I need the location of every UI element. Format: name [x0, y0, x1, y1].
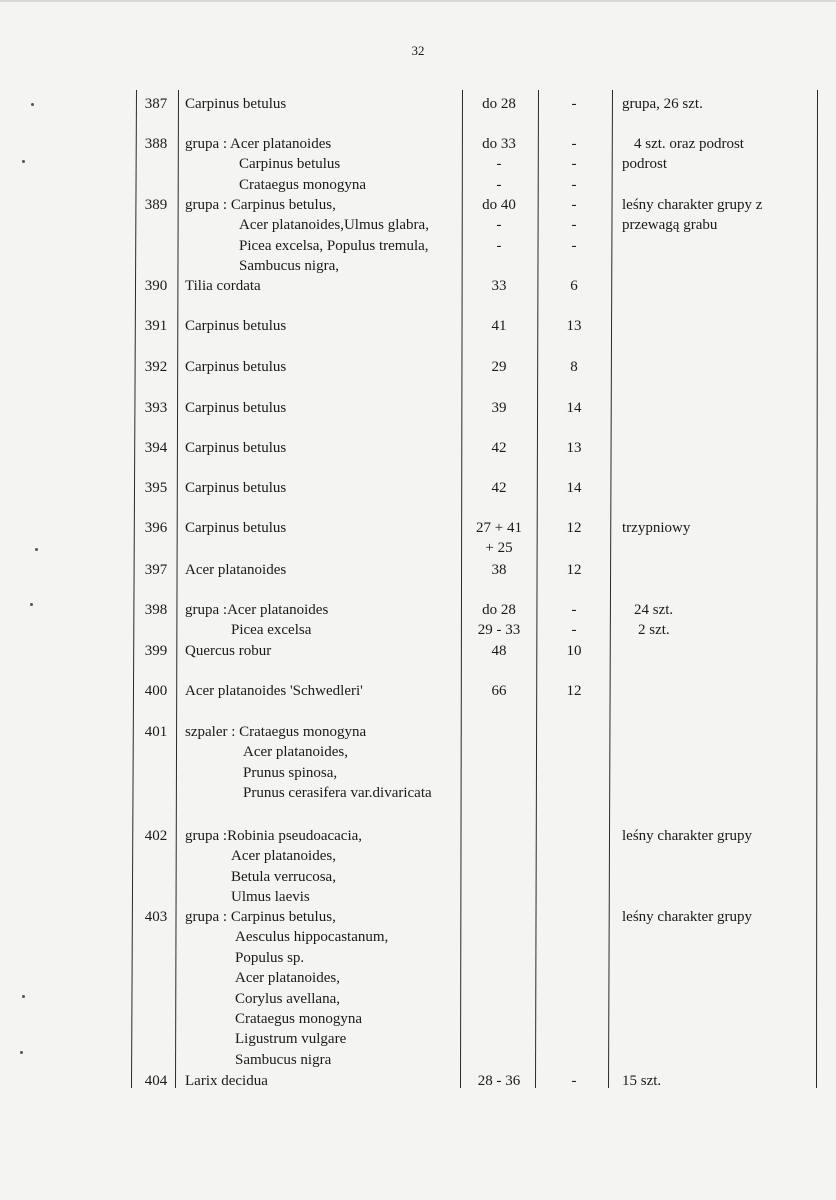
height-value: 13: [566, 440, 582, 456]
row-number: 387: [144, 96, 168, 112]
scan-speck: [22, 995, 25, 998]
row-number: 393: [144, 400, 168, 416]
species-name: Carpinus betulus: [185, 96, 287, 112]
height-value: 14: [566, 400, 582, 416]
notes-text: grupa, 26 szt.: [622, 96, 703, 112]
column-divider-species: [460, 90, 463, 1088]
row-number: 394: [144, 440, 168, 456]
circumference-value: -: [496, 156, 502, 173]
species-name: Picea excelsa: [231, 622, 312, 639]
row-number: 402: [144, 828, 168, 844]
species-name: Carpinus betulus: [185, 480, 287, 496]
height-value: 12: [566, 520, 582, 536]
notes-text: 24 szt.: [634, 602, 674, 618]
species-name: grupa : Carpinus betulus,: [185, 197, 336, 213]
species-name: Crataegus monogyna: [235, 1011, 363, 1027]
height-value: -: [571, 217, 577, 234]
circumference-value: 42: [491, 440, 507, 456]
notes-text: leśny charakter grupy: [622, 828, 752, 844]
species-name: Acer platanoides,: [235, 970, 340, 987]
row-number: 399: [144, 643, 168, 659]
notes-text: leśny charakter grupy: [622, 909, 752, 925]
species-name: szpaler : Crataegus monogyna: [185, 724, 367, 740]
species-name: Sambucus nigra: [235, 1051, 332, 1068]
left-border-line: [131, 90, 137, 1088]
row-number: 396: [144, 520, 168, 536]
height-value: -: [571, 197, 577, 213]
notes-text: trzypniowy: [622, 520, 691, 536]
species-name: Acer platanoides: [185, 562, 287, 578]
circumference-value: do 33: [482, 136, 516, 152]
species-name: Sambucus nigra,: [239, 258, 339, 275]
species-name: Populus sp.: [235, 949, 305, 966]
notes-text: 2 szt.: [638, 622, 670, 639]
circumference-value: -: [496, 237, 502, 254]
species-name: Carpinus betulus: [185, 359, 287, 375]
species-name: Carpinus betulus: [239, 156, 341, 173]
height-value: -: [571, 176, 577, 193]
height-value: -: [571, 1073, 577, 1089]
circumference-value: 42: [491, 480, 507, 496]
species-name: Prunus spinosa,: [243, 764, 338, 781]
species-name: Carpinus betulus: [185, 318, 287, 334]
species-name: Betula verrucosa,: [231, 868, 336, 885]
notes-text: leśny charakter grupy z: [622, 197, 763, 213]
species-name: Prunus cerasifera var.divaricata: [243, 785, 432, 802]
circumference-value: 41: [491, 318, 507, 334]
height-value: 14: [566, 480, 582, 496]
height-value: 10: [566, 643, 582, 659]
scan-speck: [31, 103, 34, 106]
right-border-line: [816, 90, 818, 1088]
species-name: Acer platanoides 'Schwedleri': [185, 683, 363, 699]
row-number: 400: [144, 683, 168, 699]
circumference-value: 66: [491, 683, 507, 699]
height-value: -: [571, 156, 577, 173]
scan-speck: [30, 603, 33, 606]
species-name: Acer platanoides,: [231, 848, 336, 865]
row-number: 403: [144, 909, 168, 925]
circumference-value: -: [496, 217, 502, 234]
row-number: 389: [144, 197, 168, 213]
column-divider-number: [175, 90, 179, 1088]
species-name: Carpinus betulus: [185, 520, 287, 536]
row-number: 391: [144, 318, 168, 334]
species-name: Ligustrum vulgare: [235, 1031, 347, 1048]
species-name: grupa :Robinia pseudoacacia,: [185, 828, 363, 844]
species-name: grupa : Acer platanoides: [185, 136, 332, 152]
row-number: 397: [144, 562, 168, 578]
circumference-value: 48: [491, 643, 507, 659]
circumference-value: 29: [491, 359, 507, 375]
species-name: Ulmus laevis: [231, 889, 310, 906]
species-name: Tilia cordata: [185, 278, 261, 294]
row-number: 398: [144, 602, 168, 618]
height-value: 12: [566, 562, 582, 578]
species-name: Carpinus betulus: [185, 440, 287, 456]
species-name: Larix decidua: [185, 1073, 268, 1089]
notes-text: 15 szt.: [622, 1073, 662, 1089]
circumference-value: -: [496, 176, 502, 193]
circumference-value: 33: [491, 278, 507, 294]
row-number: 404: [144, 1073, 168, 1089]
circumference-value: 29 - 33: [477, 622, 521, 639]
circumference-value: do 28: [482, 96, 516, 112]
scan-speck: [22, 160, 25, 163]
height-value: -: [571, 96, 577, 112]
circumference-value: + 25: [485, 540, 513, 557]
height-value: -: [571, 602, 577, 618]
scan-speck: [35, 548, 38, 551]
height-value: 8: [570, 359, 578, 375]
row-number: 392: [144, 359, 168, 375]
height-value: -: [571, 622, 577, 639]
species-name: grupa :Acer platanoides: [185, 602, 329, 618]
notes-text: przewagą grabu: [622, 217, 718, 234]
species-name: Acer platanoides,Ulmus glabra,: [239, 217, 429, 234]
row-number: 390: [144, 278, 168, 294]
species-name: Crataegus monogyna: [239, 176, 367, 193]
circumference-value: do 40: [482, 197, 516, 213]
circumference-value: 27 + 41: [476, 520, 522, 536]
row-number: 395: [144, 480, 168, 496]
species-name: Quercus robur: [185, 643, 272, 659]
scan-speck: [20, 1051, 23, 1054]
circumference-value: 38: [491, 562, 507, 578]
height-value: 13: [566, 318, 582, 334]
height-value: 6: [570, 278, 578, 294]
species-name: Aesculus hippocastanum,: [235, 929, 389, 946]
species-name: Corylus avellana,: [235, 990, 340, 1007]
circumference-value: do 28: [482, 602, 516, 618]
row-number: 401: [144, 724, 168, 740]
species-name: Carpinus betulus: [185, 400, 287, 416]
circumference-value: 39: [491, 400, 507, 416]
circumference-value: 28 - 36: [477, 1073, 521, 1089]
species-name: Acer platanoides,: [243, 744, 348, 761]
notes-text: podrost: [622, 156, 667, 173]
notes-text: 4 szt. oraz podrost: [634, 136, 744, 152]
page-number: 32: [411, 43, 425, 58]
height-value: 12: [566, 683, 582, 699]
species-name: grupa : Carpinus betulus,: [185, 909, 336, 925]
row-number: 388: [144, 136, 168, 152]
height-value: -: [571, 136, 577, 152]
height-value: -: [571, 237, 577, 254]
species-name: Picea excelsa, Populus tremula,: [239, 237, 429, 254]
scan-top-edge: [0, 0, 836, 2]
